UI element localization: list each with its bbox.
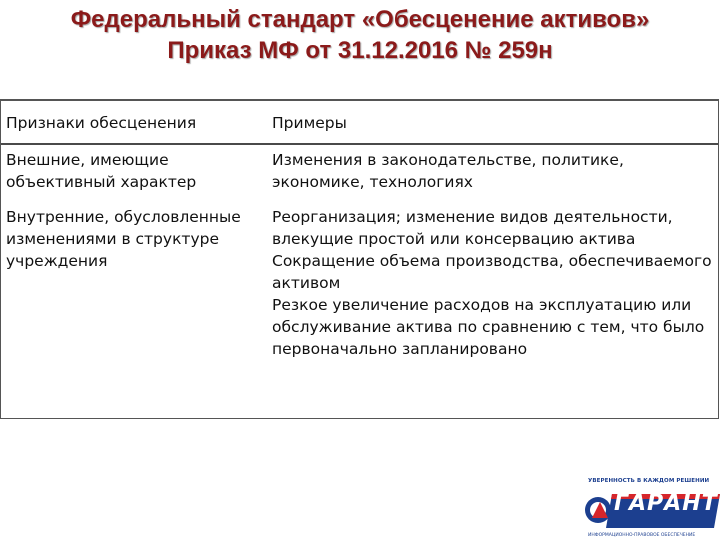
list-item: Резкое увеличение расходов на эксплуатацию или обслуживание актива по сравнению с тем, что было первоначально запланировано <box>272 296 705 358</box>
column-header-examples: Примеры <box>272 114 347 132</box>
list-item: Реорганизация; изменение видов деятельности, влекущие простой или консервацию актива <box>272 208 673 248</box>
logo-bottom-text: ИНФОРМАЦИОННО-ПРАВОВОЕ ОБЕСПЕЧЕНИЕ <box>588 533 696 538</box>
table-row-external-example: Изменения в законодательстве, политике, экономике, технологиях <box>272 151 624 191</box>
table-row-internal-sign: Внутренние, обусловленные изменениями в структуре учреждения <box>6 208 241 270</box>
column-header-signs: Признаки обесценения <box>6 114 197 132</box>
logo-wordmark: ГАРАНТ <box>614 491 718 516</box>
table-row-internal-examples <box>272 206 712 360</box>
list-item: Сокращение объема производства, обеспечиваемого активом <box>272 252 712 292</box>
logo-tagline: УВЕРЕННОСТЬ В КАЖДОМ РЕШЕНИИ <box>588 478 710 484</box>
impairment-table <box>0 99 719 419</box>
slide-header <box>0 0 720 80</box>
garant-logo <box>578 478 720 540</box>
table-header-row <box>1 101 718 145</box>
page-title: Федеральный стандарт «Обесценение активов» <box>70 6 650 33</box>
page-subtitle: Приказ МФ от 31.12.2016 № 259н <box>167 37 553 64</box>
table-row-external-sign: Внешние, имеющие объективный характер <box>6 151 197 191</box>
